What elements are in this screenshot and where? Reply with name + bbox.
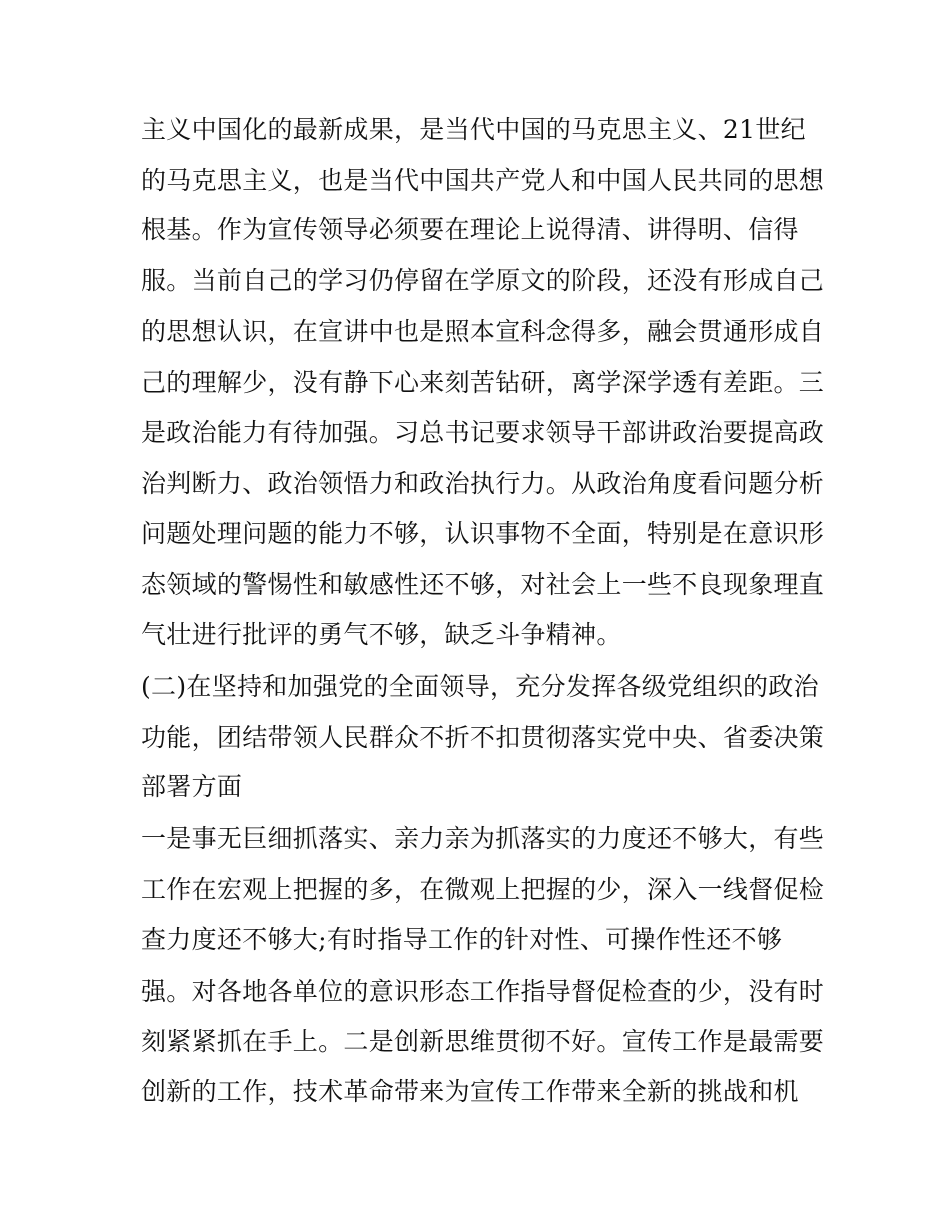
- text-line: 根基。作为宣传领导必须要在理论上说得清、讲得明、信得: [141, 215, 799, 244]
- text-line: 服。当前自己的学习仍停留在学原文的阶段，还没有形成自己: [141, 266, 825, 295]
- text-line: 的马克思主义，也是当代中国共产党人和中国人民共同的思想: [141, 166, 825, 195]
- text-line: 治判断力、政治领悟力和政治执行力。从政治角度看问题分析: [141, 469, 825, 498]
- text-line: 一是事无巨细抓落实、亲力亲为抓落实的力度还不够大，有些: [141, 824, 825, 853]
- section-heading-line: (二)在坚持和加强党的全面领导，充分发挥各级党组织的政治: [141, 672, 819, 701]
- text-line: 气壮进行批评的勇气不够，缺乏斗争精神。: [141, 620, 622, 649]
- text-line: 问题处理问题的能力不够，认识事物不全面，特别是在意识形: [141, 519, 825, 548]
- text-line: 查力度还不够大;有时指导工作的针对性、可操作性还不够: [141, 925, 783, 954]
- text-line: 态领域的警惕性和敏感性还不够，对社会上一些不良现象理直: [141, 570, 825, 599]
- text-line: 强。对各地各单位的意识形态工作指导督促检查的少，没有时: [141, 977, 825, 1006]
- text-line: 主义中国化的最新成果，是当代中国的马克思主义、21世纪: [141, 115, 806, 144]
- section-heading-line: 部署方面: [141, 772, 243, 801]
- section-heading-line: 功能，团结带领人民群众不折不扣贯彻落实党中央、省委决策: [141, 723, 825, 752]
- text-line: 刻紧紧抓在手上。二是创新思维贯彻不好。宣传工作是最需要: [141, 1027, 825, 1056]
- text-line: 的思想认识，在宣讲中也是照本宣科念得多，融会贯通形成自: [141, 317, 825, 346]
- text-line: 己的理解少，没有静下心来刻苦钻研，离学深学透有差距。三: [141, 368, 825, 397]
- text-line: 创新的工作，技术革命带来为宣传工作带来全新的挑战和机: [141, 1077, 799, 1106]
- text-line: 工作在宏观上把握的多，在微观上把握的少，深入一线督促检: [141, 875, 825, 904]
- text-line: 是政治能力有待加强。习总书记要求领导干部讲政治要提高政: [141, 418, 825, 447]
